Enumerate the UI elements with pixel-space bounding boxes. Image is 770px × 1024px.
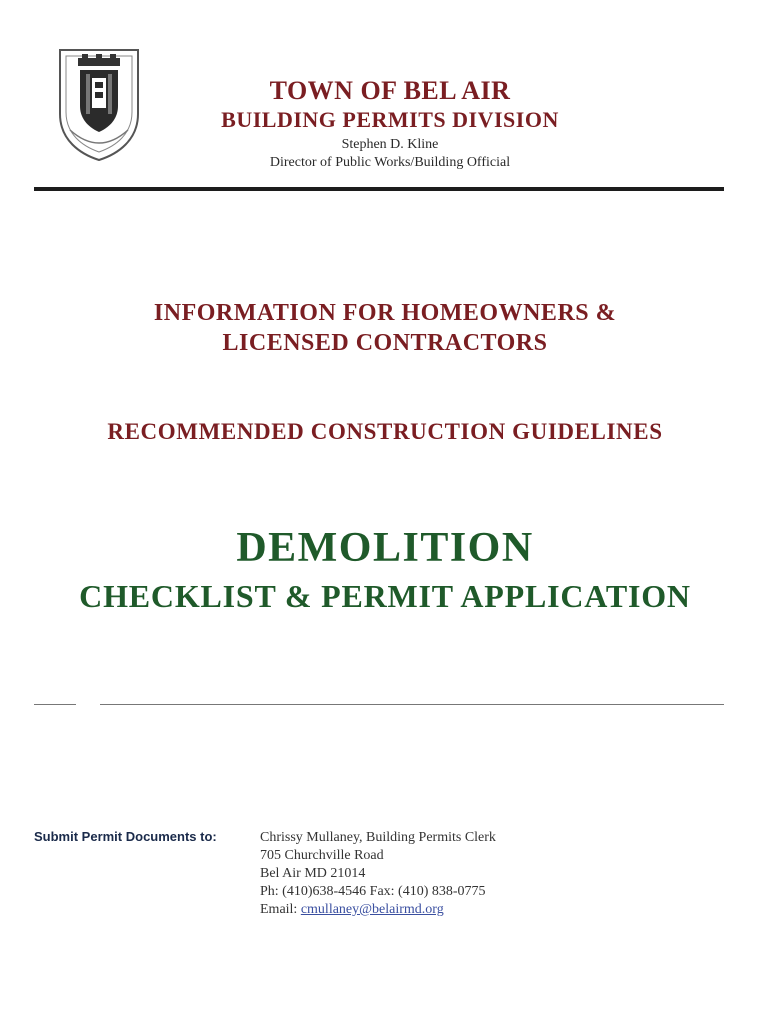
official-title: Director of Public Works/Building Official xyxy=(269,155,511,170)
document-subtitle: CHECKLIST & PERMIT APPLICATION xyxy=(79,578,691,614)
phone-fax: Ph: (410)638-4546 Fax: (410) 838-0775 xyxy=(260,884,486,899)
official-name: Stephen D. Kline xyxy=(341,137,439,152)
town-seal-icon xyxy=(56,44,142,162)
city-state-zip: Bel Air MD 21014 xyxy=(260,866,366,881)
header-rule xyxy=(34,187,724,191)
division-name: BUILDING PERMITS DIVISION xyxy=(221,107,559,132)
street-address: 705 Churchville Road xyxy=(260,848,384,863)
email-link[interactable]: cmullaney@belairmd.org xyxy=(300,902,444,917)
guidelines-heading: RECOMMENDED CONSTRUCTION GUIDELINES xyxy=(107,419,663,444)
info-heading-line2: LICENSED CONTRACTORS xyxy=(222,330,548,356)
document-title: DEMOLITION xyxy=(236,525,534,571)
info-heading-line1: INFORMATION FOR HOMEOWNERS & xyxy=(153,300,617,326)
email-line xyxy=(260,901,496,919)
town-name: TOWN OF BEL AIR xyxy=(269,76,511,105)
submission-address xyxy=(260,829,496,919)
submit-label: Submit Permit Documents to: xyxy=(34,829,217,844)
email-label: Email: xyxy=(260,902,298,917)
contact-name: Chrissy Mullaney, Building Permits Clerk xyxy=(260,830,496,845)
section-divider-left xyxy=(34,704,76,705)
section-divider xyxy=(100,704,724,705)
